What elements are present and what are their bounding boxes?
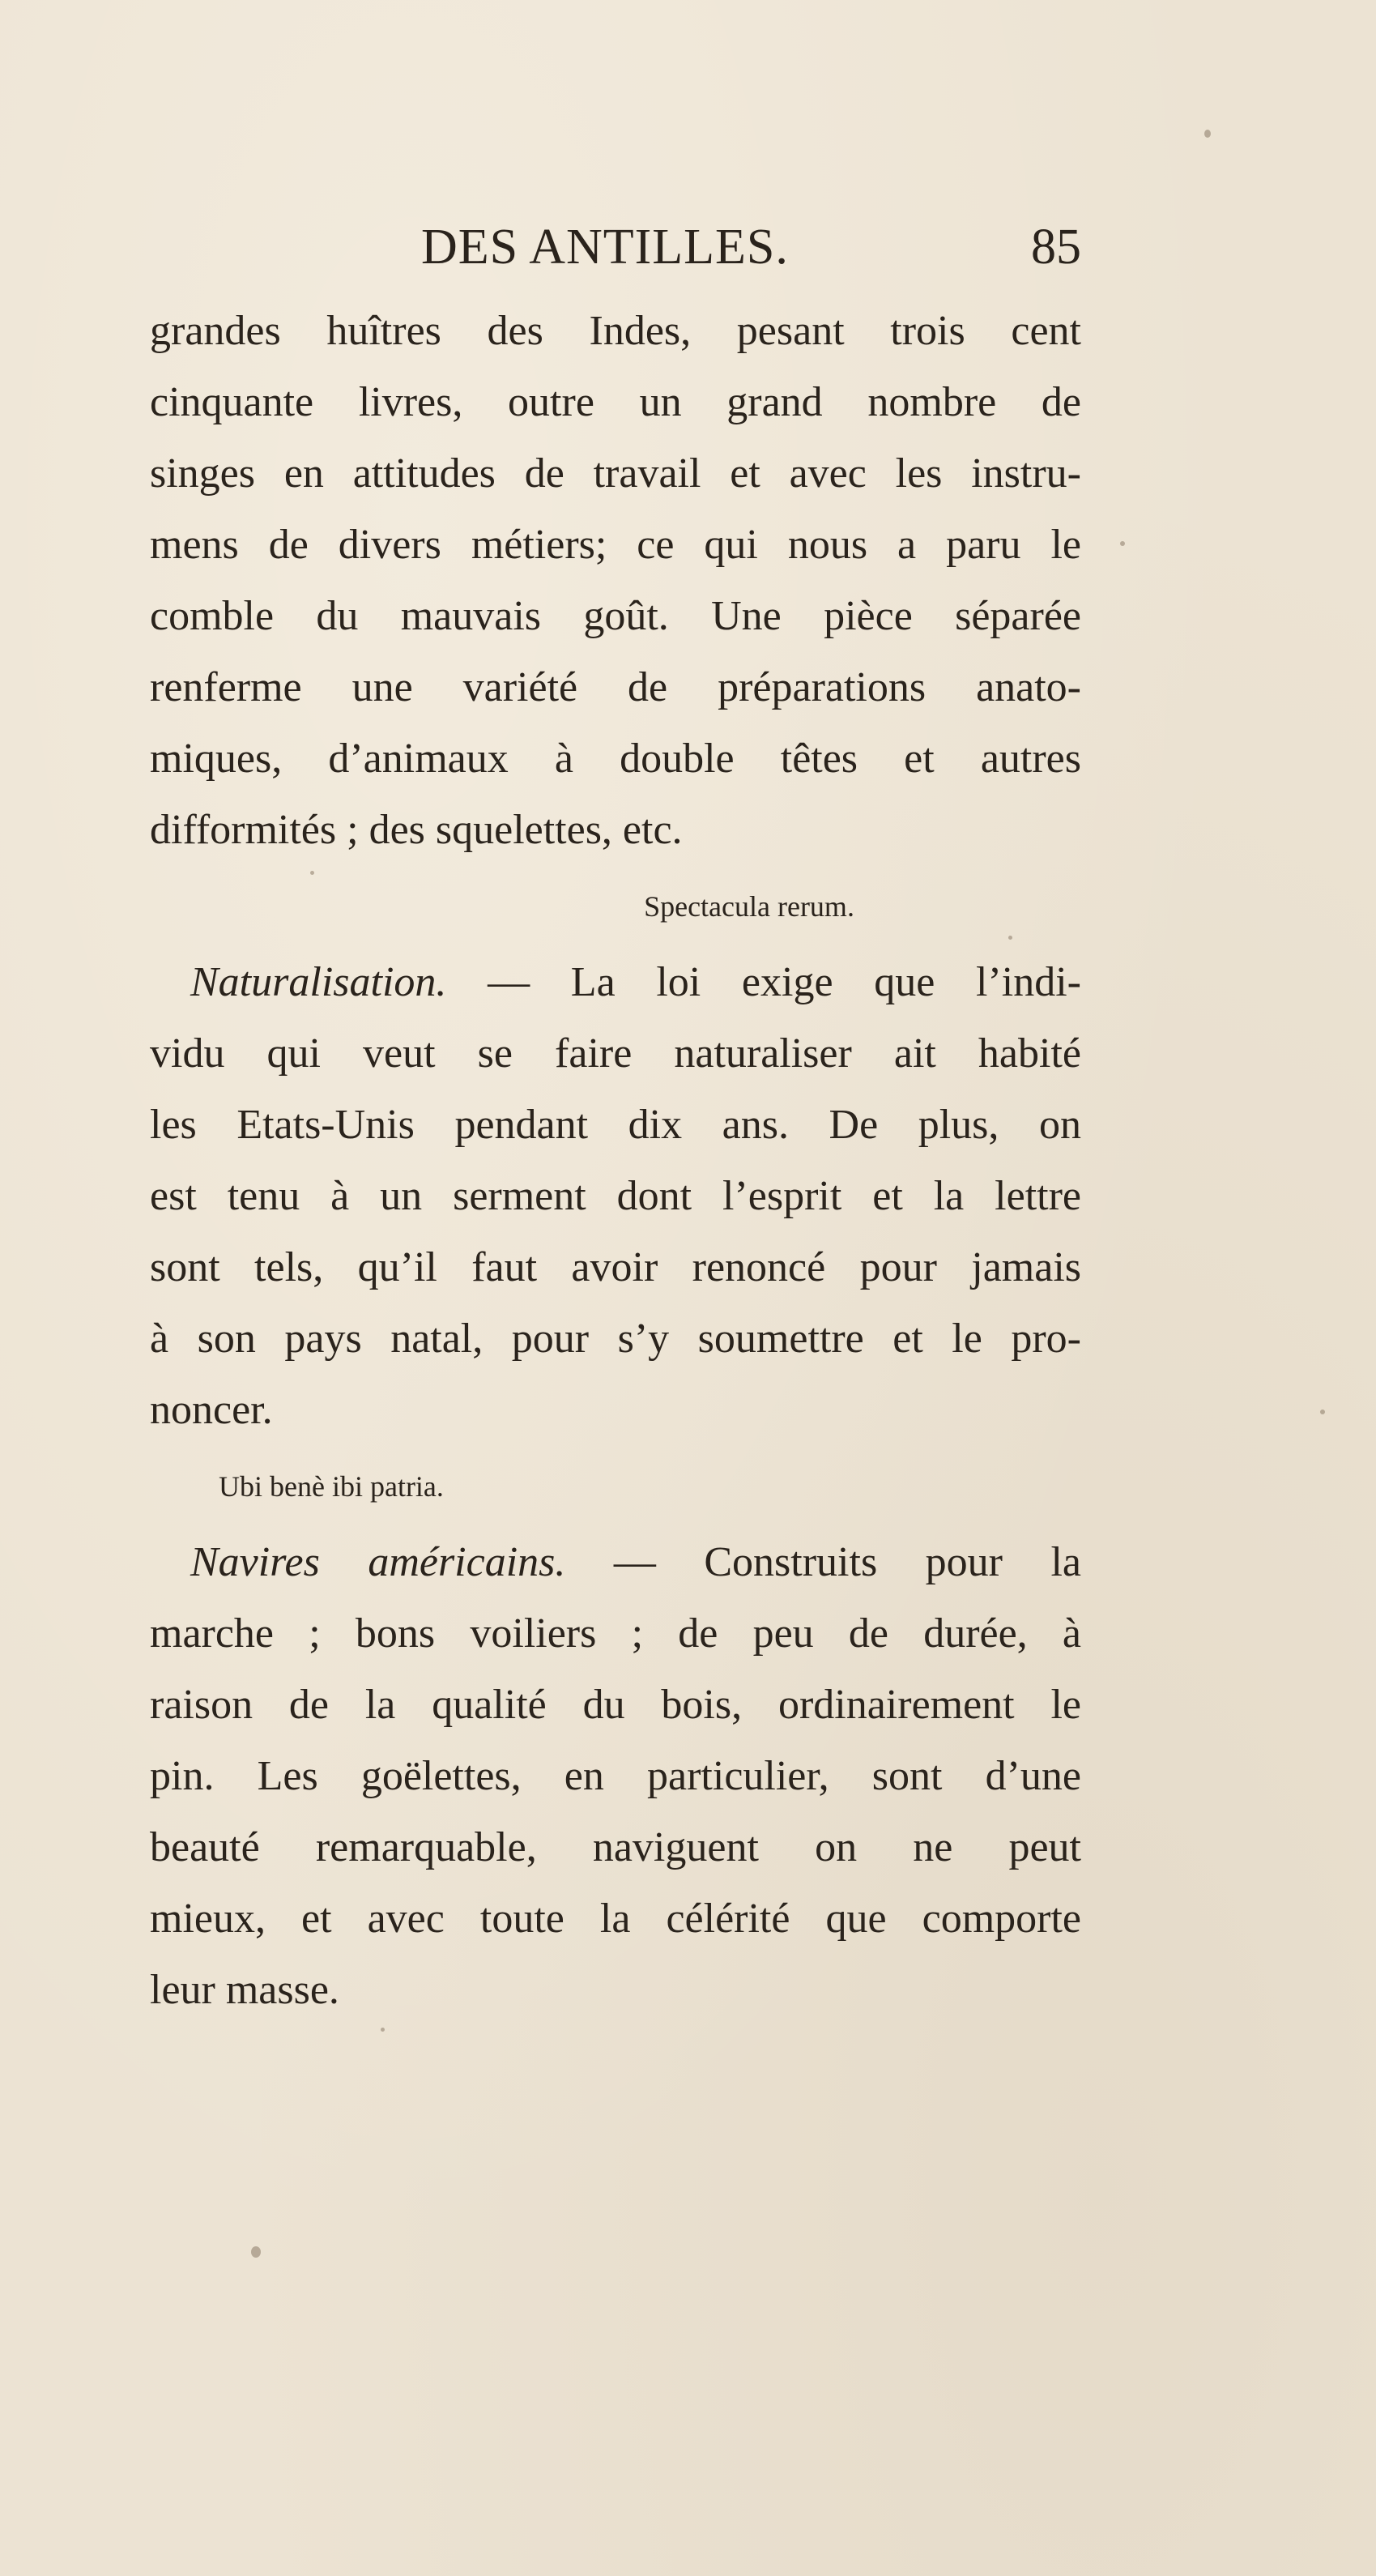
paper-speck — [251, 2246, 261, 2258]
text-line: les Etats-Unis pendant dix ans. De plus, on — [150, 1102, 1081, 1148]
text-line: est tenu à un serment dont l’esprit et la lettre — [150, 1173, 1081, 1219]
section-heading-navires: Navires américains. — [190, 1539, 566, 1585]
paper-speck — [1204, 130, 1211, 138]
text-line: cinquante livres, outre un grand nombre de — [150, 379, 1081, 425]
text-line: noncer. — [150, 1387, 273, 1433]
body-text — [150, 296, 1081, 2026]
text-line: à son pays natal, pour s’y soumettre et le pro- — [150, 1316, 1081, 1362]
paper-speck — [381, 2028, 385, 2032]
paper-speck — [1120, 541, 1125, 546]
paper-speck — [310, 871, 314, 875]
paper-speck — [1320, 1410, 1325, 1414]
text-line: grandes huîtres des Indes, pesant trois cent — [150, 308, 1081, 354]
page-header — [154, 219, 1081, 284]
text-line: vidu qui veut se faire naturaliser ait habité — [150, 1030, 1081, 1077]
epigraph-spectacula: Spectacula rerum. — [644, 890, 854, 923]
text-line: comble du mauvais goût. Une pièce séparée — [150, 593, 1081, 639]
text-line: sont tels, qu’il faut avoir renoncé pour jamais — [150, 1244, 1081, 1290]
text-line: miques, d’animaux à double têtes et autres — [150, 736, 1081, 782]
text-line: singes en attitudes de travail et avec les instru- — [150, 450, 1081, 497]
text-line: mieux, et avec toute la célérité que comporte — [150, 1896, 1081, 1942]
text-line: marche ; bons voiliers ; de peu de durée, à — [150, 1610, 1081, 1657]
text-line: leur masse. — [150, 1967, 339, 2013]
text-run: — Construits pour la — [565, 1539, 1081, 1585]
page-number: 85 — [1031, 220, 1081, 275]
section-heading-naturalisation: Naturalisation. — [190, 959, 447, 1005]
epigraph-ubi-bene: Ubi benè ibi patria. — [219, 1470, 444, 1503]
text-line: pin. Les goëlettes, en particulier, sont d’une — [150, 1753, 1081, 1799]
text-line — [150, 947, 1081, 1018]
text-line: beauté remarquable, naviguent on ne peut — [150, 1824, 1081, 1870]
text-line: renferme une variété de préparations anato- — [150, 664, 1081, 710]
text-run: — La loi exige que l’indi- — [446, 959, 1081, 1005]
text-line: raison de la qualité du bois, ordinairement le — [150, 1682, 1081, 1728]
paper-speck — [1008, 936, 1012, 940]
text-line: difformités ; des squelettes, etc. — [150, 807, 683, 853]
text-line: mens de divers métiers; ce qui nous a paru le — [150, 522, 1081, 568]
text-line — [150, 1527, 1081, 1598]
running-head: DES ANTILLES. — [421, 220, 789, 275]
